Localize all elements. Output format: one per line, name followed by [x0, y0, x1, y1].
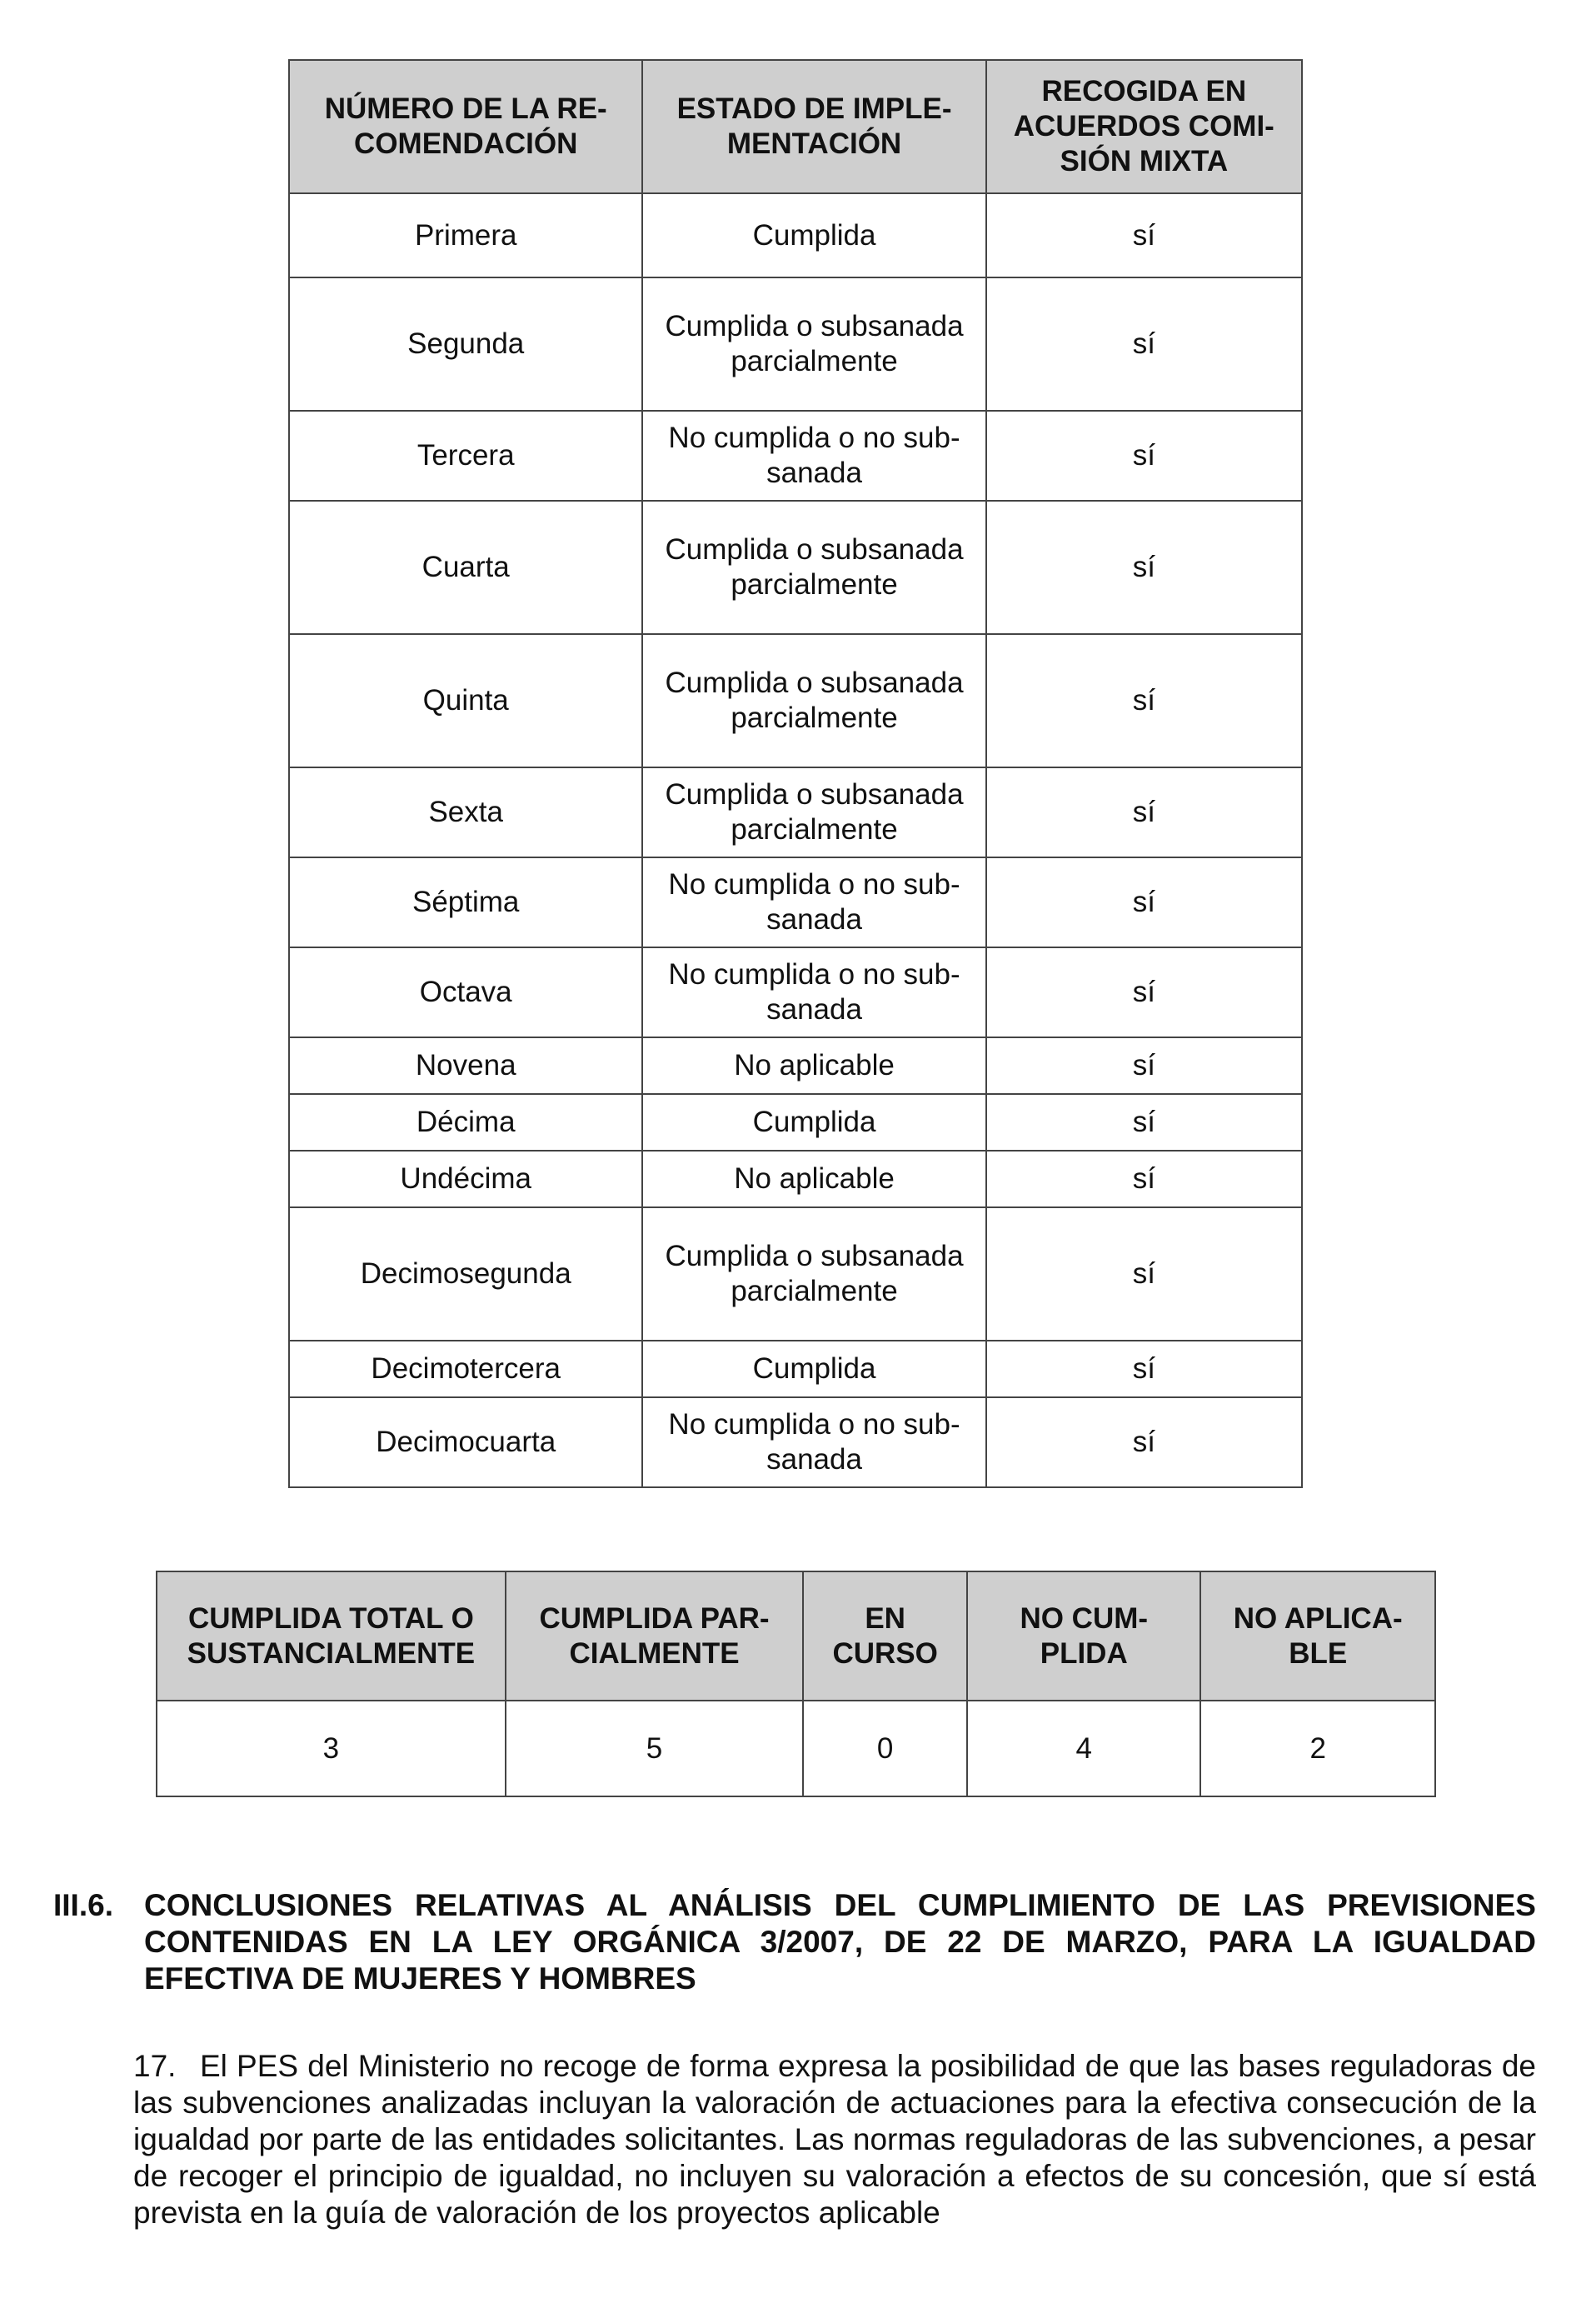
implementation-status-cell: Cumplida o subsanada parcialmente [642, 501, 985, 634]
joint-commission-cell: sí [986, 947, 1302, 1037]
joint-commission-cell: sí [986, 857, 1302, 947]
implementation-status-cell: Cumplida o subsanada parcialmente [642, 767, 985, 857]
summary-header-in-progress: EN CURSO [803, 1571, 967, 1701]
summary-value-total: 3 [157, 1701, 506, 1796]
table-row [289, 1207, 1302, 1341]
table-row [289, 501, 1302, 634]
summary-header-not-fulfilled: NO CUM- PLIDA [967, 1571, 1200, 1701]
implementation-status-cell: Cumplida [642, 1094, 985, 1151]
table-row [289, 1341, 1302, 1397]
implementation-status-cell: No cumplida o no sub- sanada [642, 411, 985, 501]
implementation-status-cell: Cumplida o subsanada parcialmente [642, 1207, 985, 1341]
joint-commission-cell: sí [986, 634, 1302, 767]
table-row [289, 193, 1302, 277]
table-row [289, 277, 1302, 411]
table-row [289, 857, 1302, 947]
implementation-status-cell: No cumplida o no sub- sanada [642, 947, 985, 1037]
recommendations-table [288, 59, 1303, 1488]
recommendations-table-body [289, 193, 1302, 1487]
table-row [289, 1037, 1302, 1094]
table-row [289, 1151, 1302, 1207]
recommendation-number-cell: Cuarta [289, 501, 642, 634]
summary-header-total: CUMPLIDA TOTAL O SUSTANCIALMENTE [157, 1571, 506, 1701]
recommendations-header-row [289, 60, 1302, 193]
recommendation-number-cell: Undécima [289, 1151, 642, 1207]
summary-value-not-fulfilled: 4 [967, 1701, 1200, 1796]
summary-header-partial: CUMPLIDA PAR- CIALMENTE [506, 1571, 803, 1701]
joint-commission-cell: sí [986, 1341, 1302, 1397]
summary-value-partial: 5 [506, 1701, 803, 1796]
implementation-status-cell: No aplicable [642, 1037, 985, 1094]
implementation-status-cell: Cumplida o subsanada parcialmente [642, 277, 985, 411]
implementation-status-cell: Cumplida [642, 1341, 985, 1397]
recommendation-number-cell: Novena [289, 1037, 642, 1094]
recommendation-number-cell: Séptima [289, 857, 642, 947]
joint-commission-cell: sí [986, 767, 1302, 857]
table-row [289, 947, 1302, 1037]
joint-commission-cell: sí [986, 277, 1302, 411]
header-implementation-status: ESTADO DE IMPLE- MENTACIÓN [642, 60, 985, 193]
joint-commission-cell: sí [986, 1094, 1302, 1151]
recommendation-number-cell: Primera [289, 193, 642, 277]
implementation-status-cell: No cumplida o no sub- sanada [642, 1397, 985, 1487]
table-row [289, 1094, 1302, 1151]
section-number: III.6. [53, 1888, 113, 1922]
joint-commission-cell: sí [986, 193, 1302, 277]
joint-commission-cell: sí [986, 1207, 1302, 1341]
recommendation-number-cell: Quinta [289, 634, 642, 767]
summary-header-not-applicable: NO APLICA- BLE [1200, 1571, 1435, 1701]
summary-value-not-applicable: 2 [1200, 1701, 1435, 1796]
section-title: CONCLUSIONES RELATIVAS AL ANÁLISIS DEL CUMPLIMIENTO DE LAS PREVISIONES CONTENIDAS EN LA LEY ORGÁNICA 3/2007, DE 22 DE MARZO, PARA LA IGUALDAD EFECTIVA DE MUJERES Y HOMBRES [144, 1888, 1536, 1996]
implementation-status-cell: No cumplida o no sub- sanada [642, 857, 985, 947]
paragraph-text: El PES del Ministerio no recoge de forma expresa la posibilidad de que las bases reguladoras de las subvenciones analizadas incluyan la valoración de actuaciones para la efectiva consecución de la igualdad por parte de las entidades solicitantes. Las normas reguladoras de las subvenciones, a pesar de recoger el principio de igualdad, no incluyen su valoración a efectos de su concesión, que sí está prevista en la guía de valoración de los proyectos aplicable [133, 2049, 1536, 2230]
header-recommendation-number: NÚMERO DE LA RE- COMENDACIÓN [289, 60, 642, 193]
implementation-status-cell: No aplicable [642, 1151, 985, 1207]
recommendation-number-cell: Decimotercera [289, 1341, 642, 1397]
recommendation-number-cell: Decimocuarta [289, 1397, 642, 1487]
recommendation-number-cell: Décima [289, 1094, 642, 1151]
recommendation-number-cell: Octava [289, 947, 642, 1037]
recommendation-number-cell: Segunda [289, 277, 642, 411]
table-row [289, 767, 1302, 857]
joint-commission-cell: sí [986, 1397, 1302, 1487]
header-joint-commission: RECOGIDA EN ACUERDOS COMI- SIÓN MIXTA [986, 60, 1302, 193]
joint-commission-cell: sí [986, 411, 1302, 501]
summary-table [156, 1571, 1436, 1797]
summary-values-row [157, 1701, 1435, 1796]
joint-commission-cell: sí [986, 1037, 1302, 1094]
implementation-status-cell: Cumplida o subsanada parcialmente [642, 634, 985, 767]
section-heading [53, 1887, 1536, 1997]
table-row [289, 411, 1302, 501]
recommendation-number-cell: Decimosegunda [289, 1207, 642, 1341]
implementation-status-cell: Cumplida [642, 193, 985, 277]
recommendation-number-cell: Tercera [289, 411, 642, 501]
paragraph-number: 17. [133, 2049, 177, 2083]
summary-header-row [157, 1571, 1435, 1701]
summary-value-in-progress: 0 [803, 1701, 967, 1796]
table-row [289, 634, 1302, 767]
joint-commission-cell: sí [986, 501, 1302, 634]
table-row [289, 1397, 1302, 1487]
joint-commission-cell: sí [986, 1151, 1302, 1207]
recommendation-number-cell: Sexta [289, 767, 642, 857]
paragraph [133, 2048, 1536, 2231]
